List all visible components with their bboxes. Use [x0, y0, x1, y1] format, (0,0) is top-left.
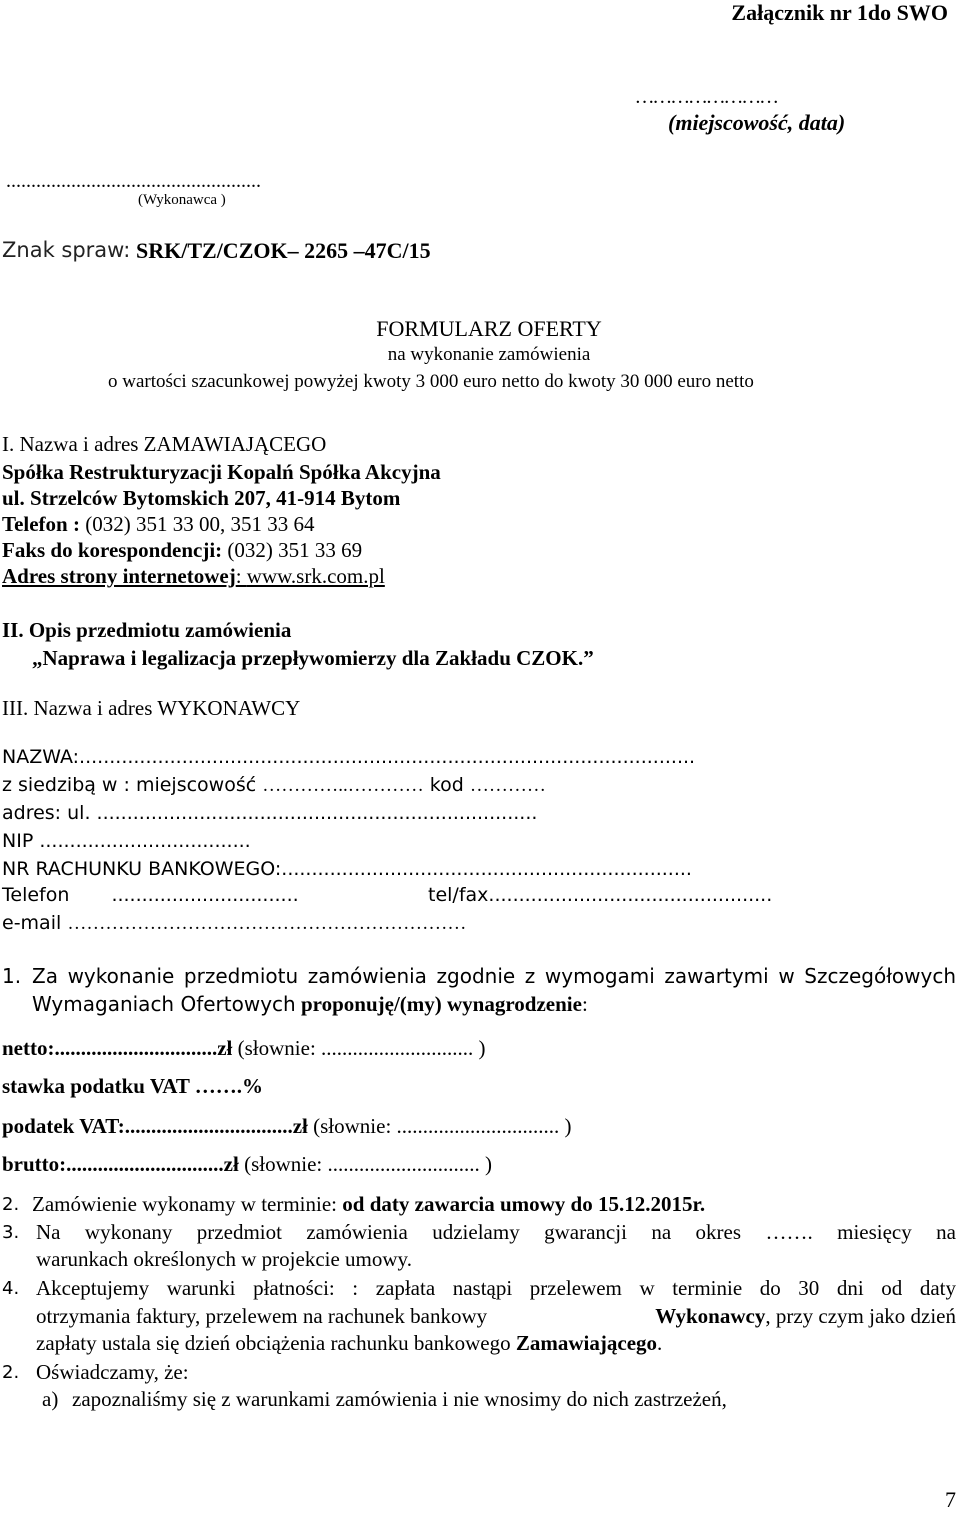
contractor-phone-label: Telefon: [2, 884, 70, 906]
vat-dots: ................................: [124, 1114, 293, 1138]
term-4-line-2: [36, 1304, 956, 1329]
brutto-label: brutto:: [2, 1152, 67, 1176]
fax-label: Faks do korespondencji:: [2, 538, 223, 562]
nip-dots: ...................................: [39, 830, 251, 852]
term-3-line-2: warunkach określonych w projekcie umowy.: [36, 1247, 412, 1271]
offer-item-1-plain: Wymaganiach Ofertowych: [32, 992, 296, 1016]
term-4-contractor: Wykonawcy: [655, 1304, 766, 1328]
term-4-orderer: Zamawiającego: [515, 1331, 658, 1355]
term-5a-letter: a): [42, 1387, 59, 1411]
section-1-number: I.: [2, 432, 15, 456]
section-1-heading: [2, 432, 326, 457]
term-2-text: [32, 1192, 705, 1217]
contractor-email-field[interactable]: [2, 912, 466, 935]
company-website: [2, 564, 385, 589]
contractor-nip-field[interactable]: [2, 830, 251, 852]
code-label: kod: [429, 774, 464, 796]
netto-dots: ...............................: [54, 1036, 218, 1060]
contractor-name-field[interactable]: NAZWA:......................................................................................................: [2, 746, 696, 768]
contractor-dots: ...................................................: [6, 170, 261, 192]
vat-words: (słownie: ............................... ): [313, 1114, 572, 1138]
contractor-telfax-field[interactable]: [428, 884, 772, 906]
offer-item-1-text2: [32, 992, 588, 1017]
term-5a-text: zapoznaliśmy się z warunkami zamówienia i nie wnosimy do nich zastrzeżeń,: [72, 1387, 727, 1411]
offer-item-1-bold: proponuję/(my) wynagrodzenie: [300, 992, 582, 1016]
company-address: ul. Strzelców Bytomskich 207, 41-914 Bytom: [2, 486, 401, 510]
nip-label: NIP: [2, 830, 34, 852]
telfax-label: tel/fax: [428, 884, 489, 906]
vat-currency: zł: [292, 1114, 308, 1138]
telfax-dots: ...............................................: [488, 884, 773, 906]
contractor-address-field[interactable]: adres: ul. .........................................................................: [2, 802, 538, 824]
place-date-dots: ……………………: [636, 86, 779, 108]
vat-label: podatek VAT:: [2, 1114, 125, 1138]
email-dots: ………………………………………………………: [67, 913, 467, 934]
fax-value: (032) 351 33 69: [227, 538, 363, 562]
vat-line[interactable]: [2, 1114, 572, 1139]
term-4-line-3-c: .: [657, 1331, 663, 1355]
attachment-label: Załącznik nr 1do SWO: [731, 0, 948, 25]
term-2-deadline: od daty zawarcia umowy do 15.12.2015r.: [342, 1192, 706, 1216]
netto-words: (słownie: ............................. ): [237, 1036, 486, 1060]
section-3-heading: III. Nazwa i adres WYKONAWCY: [2, 696, 301, 720]
website-link[interactable]: www.srk.com.pl: [246, 564, 385, 588]
section-1-title: Nazwa i adres ZAMAWIAJĄCEGO: [19, 432, 327, 456]
company-fax: [2, 538, 362, 563]
website-label: Adres strony internetowej: [2, 564, 236, 588]
term-2-number: 2.: [2, 1194, 20, 1215]
brutto-dots: ..............................: [66, 1152, 224, 1176]
section-2-heading: II. Opis przedmiotu zamówienia: [2, 618, 292, 642]
contractor-label: (Wykonawca ): [138, 192, 226, 208]
brutto-currency: zł: [223, 1152, 239, 1176]
company-phone: [2, 512, 314, 537]
netto-currency: zł: [217, 1036, 233, 1060]
term-4-line-3: [36, 1331, 662, 1356]
contractor-phone-field[interactable]: [2, 884, 299, 906]
vat-rate-line[interactable]: stawka podatku VAT …….%: [2, 1074, 264, 1098]
case-label: Znak spraw:: [2, 238, 131, 262]
brutto-line[interactable]: [2, 1152, 492, 1177]
term-2-plain: Zamówienie wykonamy w terminie:: [32, 1192, 338, 1216]
form-subtitle-1: na wykonanie zamówienia: [387, 344, 591, 365]
offer-item-1-number: 1.: [2, 964, 22, 988]
term-4-line-2-a: otrzymania faktury, przelewem na rachunek bankowy: [36, 1304, 488, 1328]
website-colon: :: [235, 564, 247, 588]
term-5-number: 2.: [2, 1362, 20, 1383]
term-4-line-2-rest: [655, 1304, 956, 1329]
form-subtitle-2: o wartości szacunkowej powyżej kwoty 3 000 euro netto do kwoty 30 000 euro netto: [108, 371, 754, 392]
company-name: Spółka Restrukturyzacji Kopalń Spółka Akcyjna: [2, 460, 441, 484]
seat-label: z siedzibą w : miejscowość: [2, 774, 257, 796]
term-5-text: Oświadczamy, że:: [36, 1360, 189, 1384]
order-subject: „Naprawa i legalizacja przepływomierzy dla Zakładu CZOK.”: [32, 646, 594, 670]
term-4-line-2-c: , przy czym jako dzień: [765, 1304, 956, 1328]
email-label: e-mail: [2, 912, 62, 934]
contractor-phone-dots: ...............................: [111, 884, 299, 906]
offer-item-1-text: Za wykonanie przedmiotu zamówienia zgodnie z wymogami zawartymi w Szczegółowych: [32, 964, 956, 988]
contractor-seat-field[interactable]: [2, 774, 546, 797]
form-title: FORMULARZ OFERTY: [376, 316, 602, 341]
place-date-label: (miejscowość, data): [668, 110, 846, 135]
contractor-bank-field[interactable]: NR RACHUNKU BANKOWEGO:....................................................................: [2, 858, 692, 880]
netto-label: netto:: [2, 1036, 55, 1060]
term-4-line-3-a: zapłaty ustala się dzień obciążenia rachunku bankowego: [36, 1331, 511, 1355]
netto-line[interactable]: [2, 1036, 486, 1061]
case-number: SRK/TZ/CZOK– 2265 –47C/15: [136, 238, 431, 263]
offer-item-1-end: :: [581, 992, 588, 1016]
page-number: 7: [945, 1487, 956, 1512]
term-4-number: 4.: [2, 1278, 20, 1299]
phone-label: Telefon :: [2, 512, 80, 536]
term-3-line-1: Na wykonany przedmiot zamówienia udzielamy gwarancji na okres ……. miesięcy na: [36, 1220, 956, 1244]
code-dots: …………: [469, 775, 546, 796]
term-4-line-1: Akceptujemy warunki płatności: : zapłata nastąpi przelewem w terminie do 30 dni od daty: [36, 1276, 956, 1300]
phone-value: (032) 351 33 00, 351 33 64: [85, 512, 315, 536]
brutto-words: (słownie: ............................. ): [244, 1152, 492, 1176]
term-3-number: 3.: [2, 1222, 20, 1243]
seat-dots: …………..…………: [262, 775, 424, 796]
